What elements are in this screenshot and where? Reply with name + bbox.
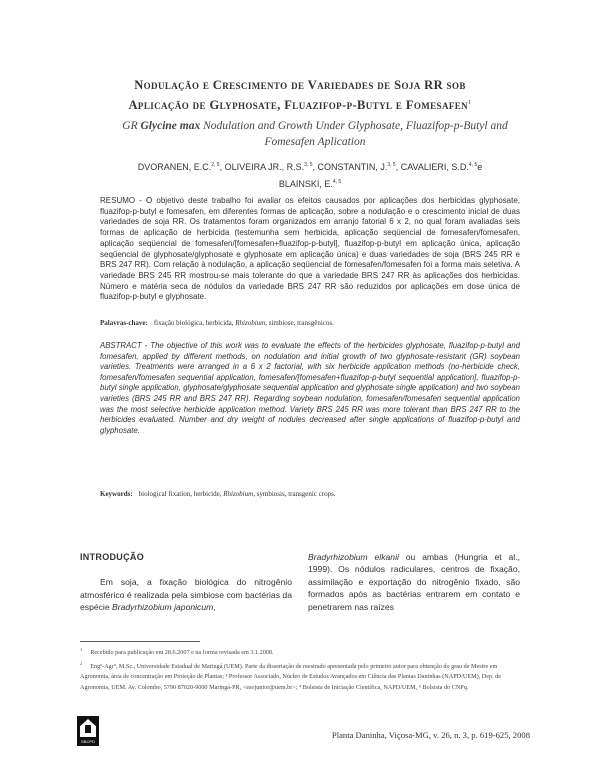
paper-title	[60, 76, 540, 114]
footnote-1: $^1$ Recebido para publicação em 28.6.2007 e na forma revisada em 3.1.2008.	[80, 647, 274, 657]
journal-logo	[77, 716, 99, 746]
logo-emblem-icon	[80, 719, 96, 737]
keywords-label: Palavras-chave:	[100, 319, 148, 327]
logo-text: SBCPD	[81, 739, 95, 744]
keywords-label: Keywords:	[100, 490, 133, 498]
author-list: DVORANEN, E.C.$^{2, 5}$, OLIVEIRA JR., R.S.$^{3, 5}$, CONSTANTIN, J.$^{3, 5}$, CAVALIERI, S.D.$^{4, 5}$e BLAINSKI, E.$^{4, 5}$	[137, 162, 483, 189]
resumo-paragraph: RESUMO - O objetivo deste trabalho foi avaliar os efeitos causados por aplicações dos herbicidas glyphosate, fluazifop-p-butyl e fomesafen, em diferentes formas de aplicação, sobre a nodulação e o crescimento inicial de duas variedades de soja RR. Os tratamentos foram organizados em arranjo fatorial 6 x 2, no qual foram avaliadas seis formas de aplicação de herbicida (testemunha sem herbicida, aplicação seqüencial de fomesafen/fomesafen, aplicação seqüencial de fomesafen/[fomesafen+fluazifop-p-butyl], fluazifop-p-butyl em aplicação única, aplicação seqüencial de glyphosate/glyphosate e glyphosate em aplicação única) e duas variedades de soja (BRS 245 RR e BRS 247 RR). Com relação à nodulação, a aplicação seqüencial de fomesafen/fomesafen foi a forma mais seletiva. A variedade BRS 245 RR mostrou-se mais tolerante do que a variedade BRS 247 RR às aplicações dos herbicidas. Número e matéria seca de nódulos da variedade BRS 247 RR são reduzidos por aplicações em dose única de fluazifop-p-butyl e glyphosate.	[100, 196, 520, 302]
intro-paragraph: Em soja, a fixação biológica do nitrogênio atmosférico é realizada pela simbiose com bactérias da espécie Bradyrhizobium japonicum,	[80, 577, 292, 613]
footnote-2: $^2$ Engº-Agrº, M.Sc., Universidade Estadual de Maringá (UEM). Parte da dissertação de mestrado apresentada pelo primeiro autor para obtenção do grau de Mestre em Agronomia, área de concentração em Proteção de Plantas; ³ Professor Associado, Núcleo de Estudos Avançados em Ciência das Plantas Daninhas (NAPD/UEM), Dep. de Agronomia, UEM. Av. Colombo, 5790 87020-9000 Maringá-PR, <esojunior@uem.br>; ⁴ Bolsista de Iniciação Científica, NAPD/UEM, ⁵ Bolsista do CNPq.	[80, 660, 501, 691]
keywords-english: Keywords: biological fixation, herbicide, Rhizobium, symbiosis, transgenic crops.	[100, 490, 336, 498]
section-heading: INTRODUÇÃO	[80, 552, 144, 562]
abstract-paragraph: ABSTRACT - The objective of this work was to evaluate the effects of the herbicides glyphosate, fluazifop-p-butyl and fomesafen, applied by different methods, on nodulation and initial growth of two glyphosate-resistant (GR) soybean varieties. Treatments were arranged in a 6 x 2 factorial, with six herbicide application methods (no-herbicide check, fomesafen/fomesafen sequential application, fomesafen/[fomesafen+fluazifop-p-butyl sequential application], fluazifop-p-butyl single application, glyphosate/glyphosate sequential application and glyphosate single application) and two soybean varieties (BRS 245 RR and BRS 247 RR). Regarding soybean nodulation, fomesafen/fomesafen sequential application was the most selective herbicide application method. Variety BRS 245 RR was more tolerant than BRS 247 RR to the herbicides evaluated. Number and dry weight of nodules decreased after single applications of fluazifop-p-butyl and glyphosate.	[100, 341, 520, 435]
intro-left-column	[80, 551, 292, 614]
species-name: Glycine max	[140, 120, 201, 132]
title-line-2: Aplicação de Glyphosate, Fluazifop-p-Butyl e Fomesafen$^1$	[128, 98, 472, 113]
journal-citation: Planta Daninha, Viçosa-MG, v. 26, n. 3, p. 619-625, 2008	[331, 730, 530, 740]
footnotes	[80, 645, 525, 694]
english-title: GR Glycine max Nodulation and Growth Under Glyphosate, Fluazifop-p-Butyl and Fomesafen Aplication	[122, 120, 508, 148]
intro-right-column	[308, 551, 520, 613]
footnote-divider	[80, 641, 200, 642]
title-line-1: Nodulação e Crescimento de Variedades de Soja RR sob	[134, 78, 466, 92]
intro-paragraph-continued: Bradyrhizobium elkanii ou ambas (Hungria et al., 1999). Os nódulos radiculares, centros de fixação, assimilação e exportação do nitrogênio fixado, são formados após as bactérias entrarem em contato e penetrarem nas raízes	[308, 552, 520, 612]
title-footnote-mark: 1	[468, 100, 472, 106]
keywords-portuguese: Palavras-chave: fixação biológica, herbicida, Rhizobium, simbiose, transgênicos.	[100, 319, 334, 327]
